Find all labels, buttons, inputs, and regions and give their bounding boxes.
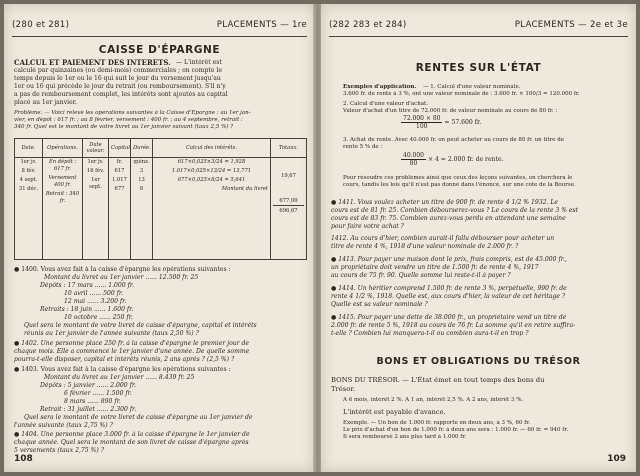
section-title-rentes: RENTES SUR L'ÉTAT	[415, 62, 542, 74]
date-3: 31 déc.	[18, 186, 39, 192]
ex1400-line-0: ● 1400. Vous avez fait à la caisse d'épargne les opérations suivantes :	[14, 266, 231, 273]
ex1-line-0: — 1. Calcul d'une valeur nominale.	[423, 84, 521, 90]
ex1413-line-1: un propriétaire doit vendre un titre de 1.500 fr. de rente 4 %, 1917	[331, 264, 539, 271]
ex3-denominator: 80	[409, 160, 418, 167]
total-0: 19,67	[281, 173, 296, 179]
subtitle-calcul: CALCUL ET PAIEMENT DES INTÉRÊTS.	[14, 59, 171, 67]
section-title-bons: BONS ET OBLIGATIONS DU TRÉSOR	[376, 356, 581, 367]
bons-rates: À 6 mois, intérêt 2 %. À 1 an, intérêt 2,5 %. À 2 ans, intérêt 3 %.	[343, 397, 524, 403]
operations-cell	[43, 158, 83, 260]
operation-2: Retrait : 340 fr.	[45, 191, 80, 204]
bons-example-line-1: Le prix d'achat d'un bon de 1.000 fr. à deux ans sera : 1.000 fr. — 60 fr. = 940 fr.	[343, 427, 569, 433]
col-operations: Opérations.	[43, 139, 83, 158]
ex1400-line-5: Retraits : 18 juin ...... 1.600 fr.	[40, 306, 134, 313]
right-header	[329, 20, 628, 34]
ex1413-line-2: au cours de 75 fr. 90. Quelle somme lui reste-t-il à payer ?	[331, 272, 511, 279]
ex1400-line-7: Quel sera le montant de votre livret de caisse d'épargne, capital et intérêts	[24, 322, 257, 329]
dates-cell	[15, 158, 43, 260]
interest-table	[14, 138, 307, 260]
right-page-number: 109	[607, 454, 626, 464]
valeur-1: 16 fév.	[86, 168, 105, 174]
montant-value-1: 696,67	[279, 208, 298, 214]
calcul-0: 617×0,025×3/24 = 1,928	[177, 159, 246, 165]
intro-line-5: placé au 1er janvier.	[14, 99, 77, 106]
intro-line-1: calculé par quinzaines (ou demi-mois) commerciales ; on compte le	[14, 67, 222, 74]
problem-line-2: 340 fr. Quel est le montant de votre livret au 1er janvier suivant (taux 2,5 %) ?	[14, 124, 234, 130]
right-page	[321, 4, 636, 472]
ex1404-line-0: ● 1404. Une personne place 3.000 fr. à la caisse d'épargne le 1er janvier de	[14, 431, 250, 438]
duree-unit: quinz.	[133, 159, 150, 165]
ex2-fraction	[401, 115, 442, 130]
ex1415-line-2: t-elle ? Combien lui manquera-t-il ou combien aura-t-il en trop ?	[331, 330, 529, 337]
valeur-0: 1er jv.	[87, 159, 104, 165]
right-header-pages: (282 283 et 284)	[329, 20, 407, 30]
problem-line-1: vier, en dépôt : 617 fr. ; au 8 février, versement : 400 fr. ; au 4 septembre, retrait :	[14, 117, 243, 123]
totaux-cell	[271, 158, 307, 260]
ex3-line-1: rente 5 % de :	[343, 144, 383, 150]
ex1414-line-0: ● 1414. Un héritier comprend 1.500 fr. de rente 3 %, perpétuelle, 990 fr. de	[331, 285, 567, 292]
ex2-numerator: 72.000 × 80	[403, 115, 441, 122]
calcul-2: 677×0,025×8/24 = 5,641	[177, 177, 246, 183]
para-line-1: cours, tandis les lois qu'il n'est pas donné dans l'énoncé, sur une cote de la Bourse.	[343, 182, 576, 188]
ex3-result: × 4 = 2.000 fr. de rente.	[427, 156, 504, 163]
ex1404-line-1: chaque année. Quel sera le montant de son livret de caisse d'épargne après	[14, 439, 249, 446]
ex1403-line-0: ● 1403. Vous avez fait à la caisse d'épargne les opérations suivantes :	[14, 366, 231, 373]
col-date: Date.	[15, 139, 43, 158]
duree-0: 3	[139, 168, 144, 174]
duree-cell	[131, 158, 153, 260]
right-header-title: PLACEMENTS — 2e et 3e	[514, 20, 628, 30]
examples-label: Exemples d'application.	[343, 84, 417, 90]
date-0: 1er jv.	[20, 159, 37, 165]
ex1411-line-1: cours est de 81 fr. 25. Combien débourserez-vous ? Le cours de la rente 3 % est	[331, 207, 579, 214]
montant-value-0: 677,00	[273, 198, 304, 206]
duree-2: 8	[139, 186, 144, 192]
section-title-caisse: CAISSE D'ÉPARGNE	[98, 44, 221, 56]
bons-example-line-0: Exemple. — Un bon de 1.000 fr. rapporte en deux ans, à 3 %, 60 fr.	[343, 420, 530, 426]
ex2-result: = 57.600 fr.	[444, 119, 482, 126]
date-2: 4 sept.	[19, 177, 38, 183]
ex1411-line-0: ● 1411. Vous voulez acheter un titre de 900 fr. de rente 4 1/2 % 1932. Le	[331, 199, 559, 206]
ex1415-line-0: ● 1415. Pour payer une dette de 38.000 fr., un propriétaire vend un titre de	[331, 314, 567, 321]
ex1404-line-2: 5 versements (taux 2,75 %) ?	[14, 447, 104, 454]
ex1403-line-1: Montant du livret au 1er janvier ...... 8.439 fr. 25	[44, 374, 195, 381]
ex1411-line-3: pour faire votre achat ?	[331, 223, 404, 230]
left-header-title: PLACEMENTS — 1re	[216, 20, 307, 30]
ex2-line-1: Valeur d'achat d'un titre de 72.000 fr. de valeur nominale au cours de 80 fr. :	[343, 108, 558, 114]
bons-line-0: BONS DU TRÉSOR. — L'État émet en tout temps des bons du	[331, 376, 545, 384]
bons-line-1: Trésor.	[331, 385, 356, 393]
intro-line-3: 1er ou 16 qui précède le jour du retrait (ou remboursement). S'il n'y	[14, 83, 226, 90]
ex1400-line-4: 12 mai ...... 3.200 fr.	[64, 298, 127, 305]
interest-table-row	[15, 158, 307, 260]
col-capital: Capital.	[109, 139, 131, 158]
capital-cell	[109, 158, 131, 260]
interest-table-header	[15, 139, 307, 158]
problem-line-0: Problème. — Voici relevé les opérations suivantes à la Caisse d'Épargne : au 1er jan-	[14, 110, 251, 116]
ex1415-line-1: 2.000 fr. de rente 5 %, 1918 au cours de 76 fr. La somme qu'il en retire suffira-	[331, 322, 576, 329]
capital-2: 677	[114, 186, 125, 192]
col-duree: Durée.	[131, 139, 153, 158]
left-header	[12, 20, 307, 34]
ex1400-line-8: réunis au 1er janvier de l'année suivante (taux 2,50 %) ?	[24, 330, 199, 337]
date-1: 8 fév.	[21, 168, 36, 174]
ex1402-line-2: pourra-t-elle disposer, capital et intérêts réunis, 2 ans après ? (2,5 %) ?	[14, 356, 235, 363]
operation-1: Versement 400 fr.	[48, 175, 77, 188]
ex1412-line-0: 1412. Au cours d'hier, combien aurait-il fallu débourser pour acheter un	[331, 235, 555, 242]
para-line-0: Pour résoudre ces problèmes ainsi que ceux des leçons suivantes, on cherchera le	[343, 175, 573, 181]
valeur-2: 1er sept.	[89, 177, 102, 190]
ex1414-line-2: Quelle est sa valeur nominale ?	[331, 301, 428, 308]
ex1-line-1: 3.600 fr. de rente à 3 %, ont une valeur nominale de : 3.600 fr. × 100/3 = 120.000 fr.	[343, 91, 580, 97]
ex3-formula	[401, 152, 628, 170]
ex2-line-0: 2. Calcul d'une valeur d'achat.	[343, 101, 428, 107]
ex1412-line-1: titre de rente 4 %, 1918 d'une valeur nominale de 2.000 fr. ?	[331, 243, 519, 250]
left-header-pages: (280 et 281)	[12, 20, 70, 30]
ex1400-line-1: Montant du livret au 1er janvier ...... 12.500 fr. 25	[44, 274, 199, 281]
ex1400-line-6: 10 octobre ...... 250 fr.	[64, 314, 133, 321]
valeurs-cell	[83, 158, 109, 260]
bons-example-line-2: Il sera remboursé 2 ans plus tard à 1.000 fr.	[343, 434, 467, 440]
montant-label: Montant du livret	[221, 186, 268, 192]
ex2-formula	[401, 115, 628, 133]
col-date-valeur: Date valeur.	[83, 139, 109, 158]
ex1413-line-0: ● 1413. Pour payer une maison dont le prix, frais compris, est de 45.000 fr.,	[331, 256, 567, 263]
capital-unit: fr.	[116, 159, 123, 165]
ex1403-line-3: 6 février ...... 1.500 fr.	[64, 390, 132, 397]
ex1403-line-7: l'année suivante (taux 2,75 %) ?	[14, 422, 113, 429]
intro-line-0: — L'intérêt est	[176, 59, 222, 66]
operation-0: En dépôt : 617 fr.	[48, 159, 77, 172]
left-page	[4, 4, 315, 472]
ex1403-line-6: Quel sera le montant de votre livret de caisse d'épargne au 1er janvier de	[24, 414, 253, 421]
left-page-number: 108	[14, 454, 33, 464]
ex3-line-0: 3. Achat de rente. Avec 40.000 fr. on peut acheter au cours de 80 fr. un titre de	[343, 137, 565, 143]
capital-1: 1.017	[112, 177, 127, 183]
calcul-1: 1.017×0,025×13/24 = 13,771	[171, 168, 252, 174]
left-header-rule	[12, 36, 307, 37]
ex1400-line-2: Dépôts : 17 mars ...... 1.000 fr.	[40, 282, 135, 289]
ex1402-line-0: ● 1402. Une personne place 250 fr. à la caisse d'épargne le premier jour de	[14, 340, 250, 347]
ex1411-line-2: cours est de 83 fr. 75. Combien aurez-vous perdu en attendant une semaine	[331, 215, 566, 222]
ex3-fraction	[401, 152, 426, 167]
ex1414-line-1: rente 4 1/2 %, 1918. Quelle est, aux cours d'hier, la valeur de cet héritage ?	[331, 293, 566, 300]
intro-line-2: temps depuis le 1er ou le 16 qui suit le jour du versement jusqu'au	[14, 75, 221, 82]
intro-line-4: a pas de remboursement complet, les intérêts sont ajoutés au capital	[14, 91, 228, 98]
right-header-rule	[329, 36, 628, 37]
col-calcul: Calcul des intérêts.	[153, 139, 271, 158]
ex1403-line-2: Dépôts : 5 janvier ...... 2.000 fr.	[40, 382, 137, 389]
ex1402-line-1: chaque mois. Elle a commencé le 1er janvier d'une année. De quelle somme	[14, 348, 250, 355]
ex3-numerator: 40.000	[403, 152, 424, 159]
capital-0: 617	[114, 168, 125, 174]
ex1400-line-3: 10 avril ...... 500 fr.	[64, 290, 124, 297]
col-totaux: Totaux.	[271, 139, 307, 158]
bons-prepaid: L'intérêt est payable d'avance.	[343, 409, 446, 416]
calcul-cell	[153, 158, 271, 260]
ex1403-line-4: 8 mars ...... 890 fr.	[64, 398, 121, 405]
duree-1: 13	[138, 177, 145, 183]
ex1403-line-5: Retrait : 31 juillet ...... 2.300 fr.	[40, 406, 137, 413]
ex2-denominator: 100	[416, 123, 428, 130]
